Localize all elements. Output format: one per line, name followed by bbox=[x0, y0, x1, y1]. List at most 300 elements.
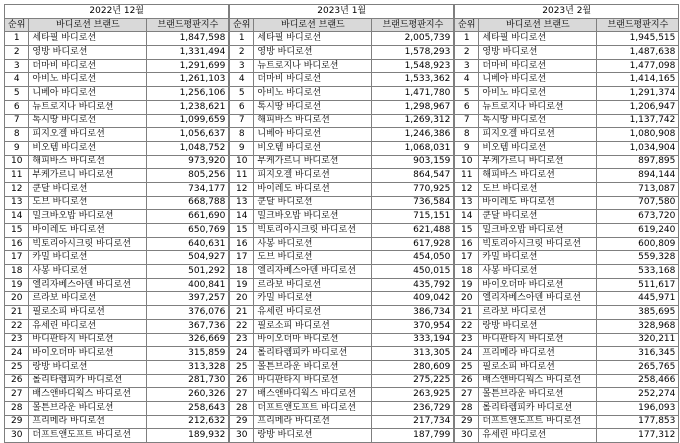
table-row bbox=[5, 128, 229, 142]
index-cell: 409,042 bbox=[372, 292, 454, 306]
index-cell: 734,177 bbox=[147, 182, 229, 196]
index-header: 브랜드평판지수 bbox=[372, 18, 454, 32]
brand-cell: 쿤달 바디로션 bbox=[29, 182, 147, 196]
index-cell: 1,056,637 bbox=[147, 128, 229, 142]
rank-cell: 10 bbox=[5, 155, 29, 169]
brand-cell: 바이오더마 바디로션 bbox=[29, 347, 147, 361]
period-header-row bbox=[455, 5, 679, 19]
index-cell: 894,144 bbox=[597, 169, 679, 183]
brand-cell: 비오템 바디로션 bbox=[254, 141, 372, 155]
rank-cell: 21 bbox=[455, 306, 479, 320]
index-cell: 263,925 bbox=[372, 388, 454, 402]
table-row bbox=[455, 210, 679, 224]
brand-cell: 쿤달 바디로션 bbox=[479, 210, 597, 224]
table-row bbox=[5, 401, 229, 415]
index-cell: 1,137,742 bbox=[597, 114, 679, 128]
index-cell: 280,609 bbox=[372, 360, 454, 374]
rank-header: 순위 bbox=[455, 18, 479, 32]
brand-cell: 영방 바디로션 bbox=[29, 46, 147, 60]
brand-cell: 밀크바오밥 바디로션 bbox=[254, 210, 372, 224]
brand-cell: 해피바스 바디로션 bbox=[29, 155, 147, 169]
brand-cell: 피지오겔 바디로션 bbox=[29, 128, 147, 142]
table-row bbox=[5, 333, 229, 347]
brand-cell: 유세린 바디로션 bbox=[29, 319, 147, 333]
index-cell: 445,971 bbox=[597, 292, 679, 306]
brand-cell: 부케가르니 바디로션 bbox=[479, 155, 597, 169]
index-cell: 326,669 bbox=[147, 333, 229, 347]
index-cell: 1,945,515 bbox=[597, 32, 679, 46]
brand-cell: 아비노 바디로션 bbox=[254, 87, 372, 101]
table-row bbox=[5, 141, 229, 155]
table-row bbox=[5, 388, 229, 402]
index-cell: 1,246,386 bbox=[372, 128, 454, 142]
rank-cell: 2 bbox=[455, 46, 479, 60]
brand-cell: 비오템 바디로션 bbox=[479, 141, 597, 155]
index-cell: 713,087 bbox=[597, 182, 679, 196]
index-cell: 1,048,752 bbox=[147, 141, 229, 155]
rank-cell: 1 bbox=[230, 32, 254, 46]
brand-cell: 밀크바오밥 바디로션 bbox=[29, 210, 147, 224]
rank-cell: 21 bbox=[230, 306, 254, 320]
brand-cell: 유세린 바디로션 bbox=[479, 429, 597, 443]
index-cell: 454,050 bbox=[372, 251, 454, 265]
table-row bbox=[230, 73, 454, 87]
table-row bbox=[455, 73, 679, 87]
table-row bbox=[230, 251, 454, 265]
index-cell: 333,194 bbox=[372, 333, 454, 347]
table-row bbox=[455, 114, 679, 128]
table-row bbox=[5, 278, 229, 292]
index-cell: 1,206,947 bbox=[597, 100, 679, 114]
table-row bbox=[455, 278, 679, 292]
index-cell: 177,312 bbox=[597, 429, 679, 443]
index-cell: 1,471,780 bbox=[372, 87, 454, 101]
table-row bbox=[230, 278, 454, 292]
brand-cell: 빅토리아시크릿 바디로션 bbox=[29, 237, 147, 251]
table-row bbox=[230, 333, 454, 347]
brand-cell: 몰튼브라운 바디로션 bbox=[479, 388, 597, 402]
period-header-row bbox=[230, 5, 454, 19]
index-cell: 736,584 bbox=[372, 196, 454, 210]
brand-cell: 더프트앤도프트 바디로션 bbox=[479, 415, 597, 429]
brand-cell: 카밀 바디로션 bbox=[479, 251, 597, 265]
brand-cell: 사봉 바디로션 bbox=[254, 237, 372, 251]
index-cell: 1,034,904 bbox=[597, 141, 679, 155]
brand-cell: 필로소피 바디로션 bbox=[29, 306, 147, 320]
rank-cell: 14 bbox=[230, 210, 254, 224]
table-row bbox=[455, 46, 679, 60]
rank-cell: 9 bbox=[455, 141, 479, 155]
period-header-row bbox=[5, 5, 229, 19]
ranking-table bbox=[229, 4, 454, 443]
rank-cell: 11 bbox=[5, 169, 29, 183]
index-header: 브랜드평판지수 bbox=[147, 18, 229, 32]
rank-cell: 8 bbox=[455, 128, 479, 142]
column-header-row bbox=[455, 18, 679, 32]
rank-cell: 7 bbox=[230, 114, 254, 128]
table-row bbox=[230, 265, 454, 279]
index-cell: 1,533,362 bbox=[372, 73, 454, 87]
table-row bbox=[455, 169, 679, 183]
index-cell: 707,580 bbox=[597, 196, 679, 210]
brand-cell: 도브 바디로션 bbox=[254, 251, 372, 265]
brand-cell: 프리메라 바디로션 bbox=[254, 415, 372, 429]
rank-cell: 7 bbox=[455, 114, 479, 128]
rank-cell: 13 bbox=[455, 196, 479, 210]
rank-cell: 15 bbox=[455, 224, 479, 238]
table-row bbox=[455, 319, 679, 333]
index-cell: 1,261,103 bbox=[147, 73, 229, 87]
index-cell: 805,256 bbox=[147, 169, 229, 183]
index-cell: 212,632 bbox=[147, 415, 229, 429]
table-row bbox=[5, 347, 229, 361]
table-row bbox=[455, 32, 679, 46]
rank-cell: 17 bbox=[5, 251, 29, 265]
table-row bbox=[455, 374, 679, 388]
brand-cell: 뉴트로지나 바디로션 bbox=[29, 100, 147, 114]
brand-cell: 엘리자베스아덴 바디로션 bbox=[254, 265, 372, 279]
brand-cell: 세타필 바디로션 bbox=[29, 32, 147, 46]
brand-cell: 도브 바디로션 bbox=[29, 196, 147, 210]
brand-cell: 바디판타지 바디로션 bbox=[479, 333, 597, 347]
rank-cell: 5 bbox=[5, 87, 29, 101]
index-cell: 864,547 bbox=[372, 169, 454, 183]
table-row bbox=[230, 306, 454, 320]
rank-cell: 11 bbox=[455, 169, 479, 183]
table-row bbox=[5, 59, 229, 73]
brand-cell: 니베아 바디로션 bbox=[29, 87, 147, 101]
table-row bbox=[230, 401, 454, 415]
brand-cell: 몰튼브라운 바디로션 bbox=[254, 360, 372, 374]
brand-cell: 바이오더마 바디로션 bbox=[254, 333, 372, 347]
table-row bbox=[455, 388, 679, 402]
brand-cell: 더마비 바디로션 bbox=[29, 59, 147, 73]
table-row bbox=[230, 114, 454, 128]
rank-cell: 30 bbox=[5, 429, 29, 443]
index-cell: 533,168 bbox=[597, 265, 679, 279]
rank-cell: 29 bbox=[455, 415, 479, 429]
rank-cell: 5 bbox=[455, 87, 479, 101]
period-title: 2023년 2월 bbox=[455, 5, 679, 19]
brand-cell: 르라보 바디로션 bbox=[479, 306, 597, 320]
rank-cell: 13 bbox=[230, 196, 254, 210]
rank-cell: 23 bbox=[455, 333, 479, 347]
rank-cell: 11 bbox=[230, 169, 254, 183]
rank-cell: 21 bbox=[5, 306, 29, 320]
table-row bbox=[455, 306, 679, 320]
brand-cell: 르라보 바디로션 bbox=[29, 292, 147, 306]
brand-cell: 엘리자베스아덴 바디로션 bbox=[479, 292, 597, 306]
table-row bbox=[5, 429, 229, 443]
table-row bbox=[5, 114, 229, 128]
table-row bbox=[455, 429, 679, 443]
rank-cell: 4 bbox=[455, 73, 479, 87]
rank-cell: 16 bbox=[230, 237, 254, 251]
table-row bbox=[5, 155, 229, 169]
brand-cell: 톡시땅 바디로션 bbox=[479, 114, 597, 128]
rank-cell: 10 bbox=[455, 155, 479, 169]
brand-cell: 아비노 바디로션 bbox=[479, 87, 597, 101]
rank-cell: 22 bbox=[230, 319, 254, 333]
index-cell: 1,291,374 bbox=[597, 87, 679, 101]
brand-cell: 프리메라 바디로션 bbox=[29, 415, 147, 429]
table-row bbox=[5, 374, 229, 388]
rank-cell: 2 bbox=[5, 46, 29, 60]
rank-cell: 30 bbox=[230, 429, 254, 443]
index-cell: 619,240 bbox=[597, 224, 679, 238]
table-row bbox=[455, 196, 679, 210]
index-cell: 1,269,312 bbox=[372, 114, 454, 128]
table-row bbox=[455, 141, 679, 155]
brand-cell: 톡시땅 바디로션 bbox=[29, 114, 147, 128]
rank-cell: 7 bbox=[5, 114, 29, 128]
table-row bbox=[230, 388, 454, 402]
brand-header: 바디로션 브랜드 bbox=[29, 18, 147, 32]
brand-cell: 롤리타렘피카 바디로션 bbox=[479, 401, 597, 415]
brand-cell: 몰튼브라운 바디로션 bbox=[29, 401, 147, 415]
table-row bbox=[230, 360, 454, 374]
rank-cell: 27 bbox=[455, 388, 479, 402]
brand-cell: 바이레도 바디로션 bbox=[254, 182, 372, 196]
brand-cell: 배스앤바디웍스 바디로션 bbox=[254, 388, 372, 402]
index-cell: 621,488 bbox=[372, 224, 454, 238]
index-cell: 1,331,494 bbox=[147, 46, 229, 60]
table-row bbox=[455, 265, 679, 279]
rank-cell: 30 bbox=[455, 429, 479, 443]
index-cell: 187,799 bbox=[372, 429, 454, 443]
table-row bbox=[5, 237, 229, 251]
index-cell: 673,720 bbox=[597, 210, 679, 224]
index-cell: 1,414,165 bbox=[597, 73, 679, 87]
table-row bbox=[5, 196, 229, 210]
rank-header: 순위 bbox=[230, 18, 254, 32]
brand-cell: 부케가르니 바디로션 bbox=[29, 169, 147, 183]
rank-cell: 12 bbox=[230, 182, 254, 196]
brand-cell: 더프트앤도프트 바디로션 bbox=[254, 401, 372, 415]
brand-cell: 바디판타지 바디로션 bbox=[29, 333, 147, 347]
table-row bbox=[455, 360, 679, 374]
index-cell: 386,734 bbox=[372, 306, 454, 320]
index-cell: 260,326 bbox=[147, 388, 229, 402]
table-row bbox=[5, 32, 229, 46]
brand-cell: 피지오겔 바디로션 bbox=[479, 128, 597, 142]
ranking-table bbox=[4, 4, 229, 443]
index-cell: 316,345 bbox=[597, 347, 679, 361]
table-row bbox=[230, 128, 454, 142]
table-row bbox=[230, 32, 454, 46]
index-cell: 511,617 bbox=[597, 278, 679, 292]
rank-cell: 19 bbox=[5, 278, 29, 292]
rank-cell: 29 bbox=[5, 415, 29, 429]
table-row bbox=[230, 292, 454, 306]
brand-cell: 뉴트로지나 바디로션 bbox=[479, 100, 597, 114]
table-row bbox=[5, 73, 229, 87]
index-cell: 1,578,293 bbox=[372, 46, 454, 60]
rank-cell: 24 bbox=[5, 347, 29, 361]
table-row bbox=[455, 401, 679, 415]
index-cell: 973,920 bbox=[147, 155, 229, 169]
brand-header: 바디로션 브랜드 bbox=[479, 18, 597, 32]
table-row bbox=[455, 87, 679, 101]
index-cell: 2,005,739 bbox=[372, 32, 454, 46]
table-row bbox=[230, 237, 454, 251]
table-row bbox=[230, 46, 454, 60]
brand-cell: 세타필 바디로션 bbox=[479, 32, 597, 46]
index-cell: 1,548,923 bbox=[372, 59, 454, 73]
index-cell: 661,690 bbox=[147, 210, 229, 224]
rank-cell: 29 bbox=[230, 415, 254, 429]
index-cell: 275,225 bbox=[372, 374, 454, 388]
index-cell: 715,151 bbox=[372, 210, 454, 224]
index-cell: 1,487,638 bbox=[597, 46, 679, 60]
index-cell: 1,256,106 bbox=[147, 87, 229, 101]
period-title: 2023년 1월 bbox=[230, 5, 454, 19]
rank-cell: 26 bbox=[5, 374, 29, 388]
brand-cell: 르라보 바디로션 bbox=[254, 278, 372, 292]
table-row bbox=[230, 100, 454, 114]
brand-cell: 사봉 바디로션 bbox=[29, 265, 147, 279]
rank-cell: 14 bbox=[5, 210, 29, 224]
index-cell: 1,291,699 bbox=[147, 59, 229, 73]
table-row bbox=[5, 319, 229, 333]
brand-cell: 도브 바디로션 bbox=[479, 182, 597, 196]
brand-cell: 배스앤바디웍스 바디로션 bbox=[29, 388, 147, 402]
rank-cell: 1 bbox=[455, 32, 479, 46]
rank-cell: 24 bbox=[455, 347, 479, 361]
column-header-row bbox=[230, 18, 454, 32]
brand-cell: 빅토리아시크릿 바디로션 bbox=[254, 224, 372, 238]
rank-cell: 3 bbox=[455, 59, 479, 73]
rank-cell: 16 bbox=[455, 237, 479, 251]
table-row bbox=[5, 100, 229, 114]
index-cell: 1,238,621 bbox=[147, 100, 229, 114]
index-cell: 1,298,967 bbox=[372, 100, 454, 114]
index-cell: 370,954 bbox=[372, 319, 454, 333]
brand-cell: 랑방 바디로션 bbox=[29, 360, 147, 374]
table-row bbox=[230, 347, 454, 361]
brand-cell: 더마비 바디로션 bbox=[479, 59, 597, 73]
rank-cell: 25 bbox=[5, 360, 29, 374]
brand-cell: 랑방 바디로션 bbox=[254, 429, 372, 443]
index-cell: 450,015 bbox=[372, 265, 454, 279]
brand-header: 바디로션 브랜드 bbox=[254, 18, 372, 32]
brand-cell: 피지오겔 바디로션 bbox=[254, 169, 372, 183]
index-cell: 313,328 bbox=[147, 360, 229, 374]
rank-cell: 3 bbox=[5, 59, 29, 73]
brand-cell: 필로소피 바디로션 bbox=[254, 319, 372, 333]
index-cell: 400,841 bbox=[147, 278, 229, 292]
rank-cell: 20 bbox=[230, 292, 254, 306]
index-cell: 252,274 bbox=[597, 388, 679, 402]
rank-cell: 26 bbox=[230, 374, 254, 388]
brand-cell: 쿤달 바디로션 bbox=[254, 196, 372, 210]
brand-cell: 프리메라 바디로션 bbox=[479, 347, 597, 361]
index-cell: 504,927 bbox=[147, 251, 229, 265]
table-row bbox=[455, 128, 679, 142]
table-row bbox=[455, 182, 679, 196]
table-row bbox=[455, 292, 679, 306]
rank-cell: 26 bbox=[455, 374, 479, 388]
brand-cell: 영방 바디로션 bbox=[479, 46, 597, 60]
table-row bbox=[230, 87, 454, 101]
index-cell: 385,695 bbox=[597, 306, 679, 320]
brand-cell: 롤리타렘피카 바디로션 bbox=[29, 374, 147, 388]
rank-cell: 1 bbox=[5, 32, 29, 46]
brand-cell: 톡시땅 바디로션 bbox=[254, 100, 372, 114]
table-row bbox=[5, 182, 229, 196]
brand-cell: 해피바스 바디로션 bbox=[479, 169, 597, 183]
rank-cell: 19 bbox=[230, 278, 254, 292]
table-row bbox=[230, 59, 454, 73]
table-row bbox=[5, 169, 229, 183]
table-row bbox=[5, 306, 229, 320]
index-cell: 236,729 bbox=[372, 401, 454, 415]
index-cell: 196,093 bbox=[597, 401, 679, 415]
rank-cell: 24 bbox=[230, 347, 254, 361]
table-row bbox=[5, 46, 229, 60]
index-cell: 265,765 bbox=[597, 360, 679, 374]
table-row bbox=[230, 210, 454, 224]
table-row bbox=[455, 333, 679, 347]
brand-cell: 엘리자베스아덴 바디로션 bbox=[29, 278, 147, 292]
rank-cell: 28 bbox=[5, 401, 29, 415]
brand-cell: 카밀 바디로션 bbox=[29, 251, 147, 265]
rank-cell: 17 bbox=[230, 251, 254, 265]
table-row bbox=[5, 87, 229, 101]
index-cell: 600,809 bbox=[597, 237, 679, 251]
table-row bbox=[230, 155, 454, 169]
brand-cell: 해피바스 바디로션 bbox=[254, 114, 372, 128]
brand-cell: 바이레도 바디로션 bbox=[29, 224, 147, 238]
rank-cell: 23 bbox=[5, 333, 29, 347]
rank-cell: 23 bbox=[230, 333, 254, 347]
rank-cell: 4 bbox=[230, 73, 254, 87]
table-row bbox=[230, 196, 454, 210]
rank-header: 순위 bbox=[5, 18, 29, 32]
index-cell: 650,769 bbox=[147, 224, 229, 238]
rank-cell: 13 bbox=[5, 196, 29, 210]
table-row bbox=[455, 347, 679, 361]
rank-cell: 18 bbox=[230, 265, 254, 279]
rank-cell: 4 bbox=[5, 73, 29, 87]
index-cell: 897,895 bbox=[597, 155, 679, 169]
table-row bbox=[455, 59, 679, 73]
rank-cell: 14 bbox=[455, 210, 479, 224]
table-row bbox=[455, 100, 679, 114]
rank-cell: 15 bbox=[230, 224, 254, 238]
index-cell: 501,292 bbox=[147, 265, 229, 279]
brand-cell: 사봉 바디로션 bbox=[479, 265, 597, 279]
index-cell: 258,643 bbox=[147, 401, 229, 415]
index-cell: 320,211 bbox=[597, 333, 679, 347]
rank-cell: 19 bbox=[455, 278, 479, 292]
brand-cell: 바이레도 바디로션 bbox=[479, 196, 597, 210]
rank-cell: 25 bbox=[230, 360, 254, 374]
rank-cell: 2 bbox=[230, 46, 254, 60]
brand-cell: 니베아 바디로션 bbox=[254, 128, 372, 142]
table-row bbox=[455, 224, 679, 238]
table-row bbox=[230, 429, 454, 443]
index-cell: 281,730 bbox=[147, 374, 229, 388]
rank-cell: 6 bbox=[230, 100, 254, 114]
index-cell: 397,257 bbox=[147, 292, 229, 306]
brand-cell: 뉴트로지나 바디로션 bbox=[254, 59, 372, 73]
rank-cell: 6 bbox=[5, 100, 29, 114]
index-cell: 435,792 bbox=[372, 278, 454, 292]
brand-cell: 아비노 바디로션 bbox=[29, 73, 147, 87]
index-cell: 328,968 bbox=[597, 319, 679, 333]
brand-cell: 카밀 바디로션 bbox=[254, 292, 372, 306]
